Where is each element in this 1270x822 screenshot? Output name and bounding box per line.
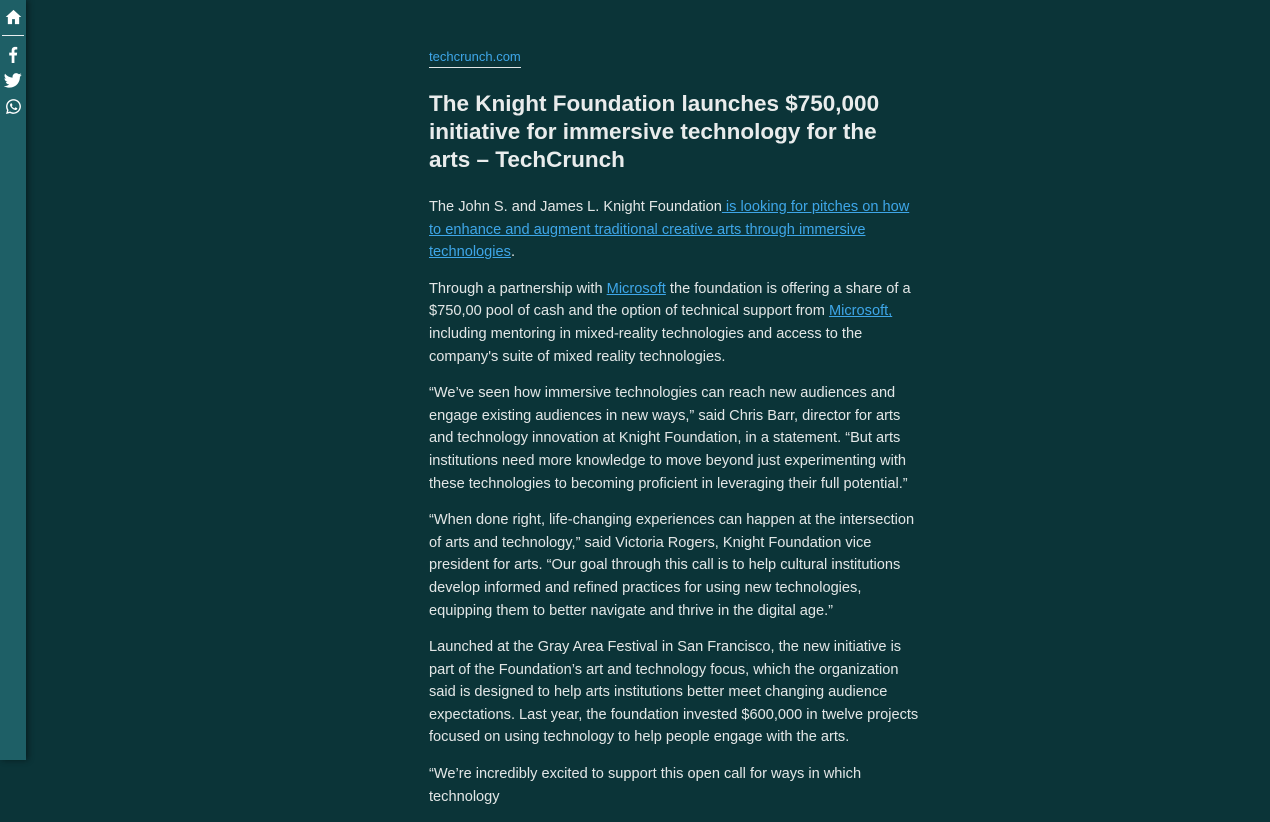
facebook-share-button[interactable] <box>0 43 26 65</box>
paragraph-6: “We’re incredibly excited to support this open call for ways in which technology <box>429 766 862 805</box>
article-title: The Knight Foundation launches $750,000 initiative for immersive technology for the arts – TechCrunch <box>429 91 880 172</box>
paragraph-1 <box>429 196 921 264</box>
sidebar-divider <box>2 35 24 36</box>
paragraph-1-end: . <box>510 244 516 261</box>
home-button[interactable] <box>0 6 26 28</box>
paragraph-2-text-3: including mentoring in mixed-reality technologies and access to the company's suite of mixed reality technologies. <box>429 325 863 365</box>
source-link[interactable]: techcrunch.com <box>429 48 521 68</box>
pitches-link[interactable]: is looking for pitches on how to enhance and augment traditional creative arts through immersive technologies <box>429 199 910 261</box>
paragraph-2-text-1: Through a partnership with <box>429 280 607 297</box>
paragraph-2-text-2: the foundation is offering a share of a $750,00 pool of cash and the option of technical support from <box>429 280 911 320</box>
whatsapp-share-button[interactable] <box>0 95 26 117</box>
microsoft-link-2[interactable]: Microsoft, <box>828 303 893 320</box>
paragraph-4: “When done right, life-changing experiences can happen at the intersection of arts and technology,” said Victoria Rogers, Knight Foundation vice president for arts. “Our goal through this call is to help cultural institutions develop informed and refined practices for using new technologies, equipping them to better navigate and thrive in the digital age.” <box>429 512 915 619</box>
article <box>429 48 921 822</box>
whatsapp-icon <box>5 98 22 115</box>
paragraph-3: “We’ve seen how immersive technologies can reach new audiences and engage existing audiences in new ways,” said Chris Barr, director for arts and technology innovation at Knight Foundation, in a statement. “But arts institutions need more knowledge to move beyond just experimenting with these technologies to becoming proficient in leveraging their full potential.” <box>429 385 908 492</box>
microsoft-link-1[interactable]: Microsoft <box>606 280 666 297</box>
twitter-share-button[interactable] <box>0 69 26 91</box>
home-icon <box>5 9 22 25</box>
paragraph-1-text: The John S. and James L. Knight Foundation <box>429 199 722 215</box>
paragraph-2 <box>429 278 921 368</box>
twitter-icon <box>4 73 22 88</box>
share-sidebar <box>0 0 26 760</box>
facebook-icon <box>8 46 18 63</box>
paragraph-5: Launched at the Gray Area Festival in San Francisco, the new initiative is part of the Foundation’s art and technology focus, which the organization said is designed to help arts institutions better meet changing audience expectations. Last year, the foundation invested $600,000 in twelve projects focused on using technology to help people engage with the arts. <box>429 639 919 746</box>
